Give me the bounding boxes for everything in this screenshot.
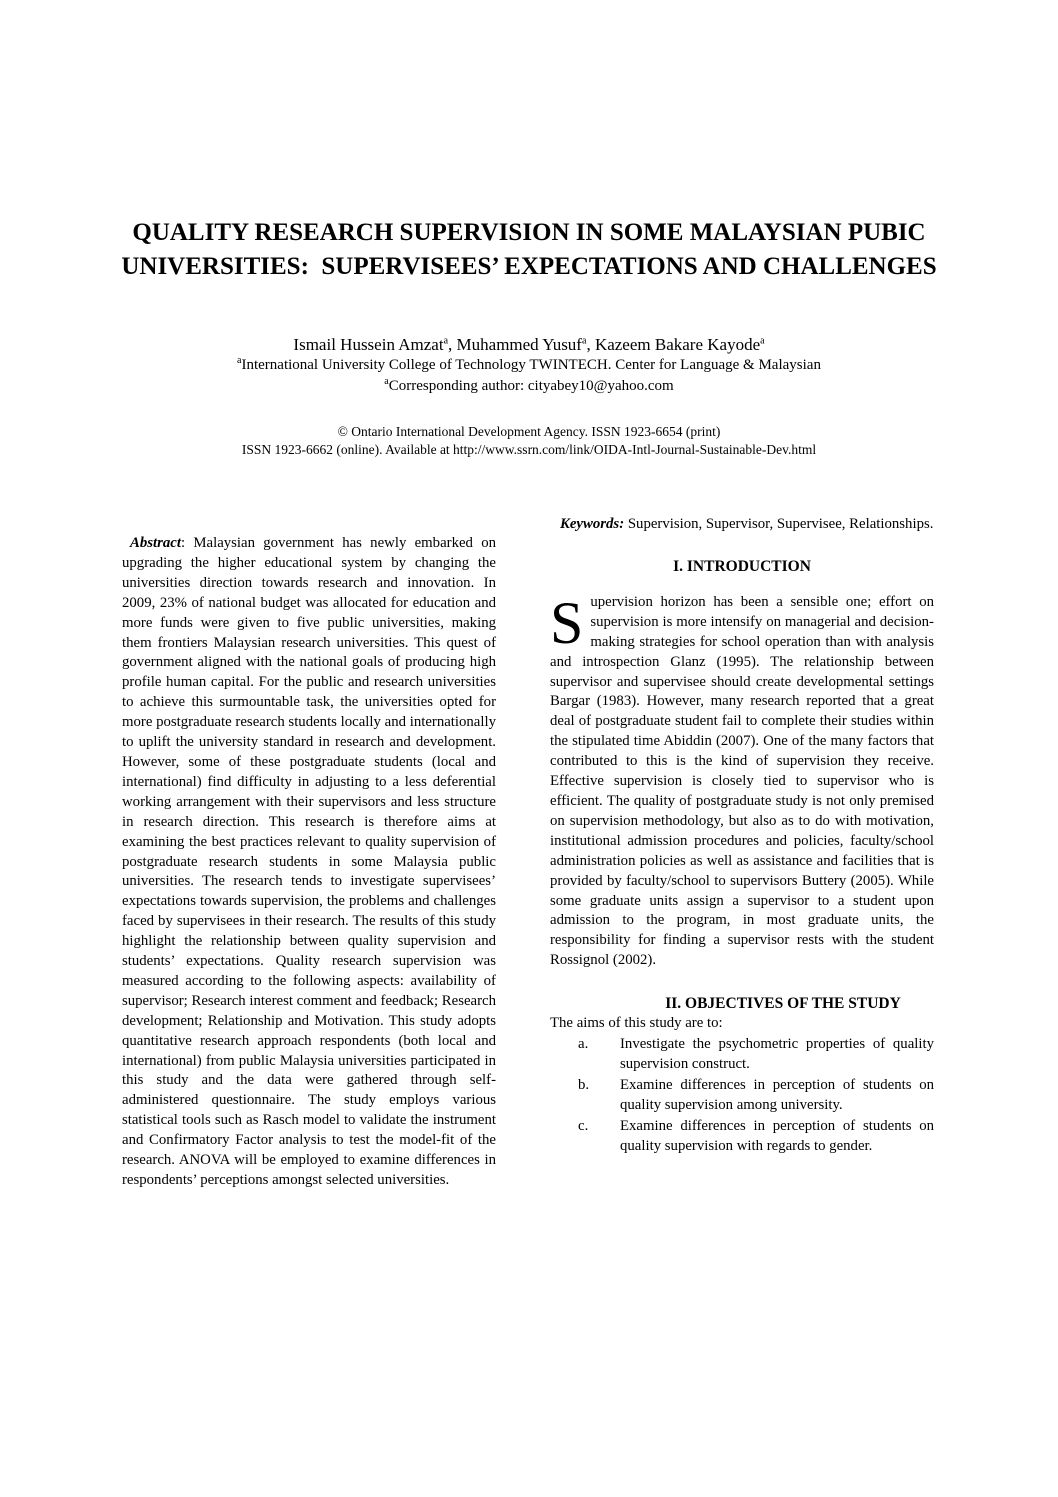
objective-item-a <box>550 1035 934 1075</box>
introduction-text: upervision horizon has been a sensible one; effort on supervision is more intensify on managerial and decision-making strategies for school operation than with analysis and introspection Glanz (1995). The relationship between supervisor and supervisee should create developmental settings Bargar (1983). However, many research reported that a great deal of postgraduate student fail to complete their studies within the stipulated time Abiddin (2007). One of the many factors that contributed to this is the kind of supervision they receive. Effective supervision is closely tied to supervisor who is efficient. The quality of postgraduate study is not only premised on supervision methodology, but also as to do with motivation, institutional admission procedures and policies, faculty/school administration policies as well as assistance and facilities that is provided by faculty/school to supervisors Buttery (2005). While some graduate units assign a supervisor to a student upon admission to the program, in most graduate units, the responsibility for finding a supervisor rests with the student Rossignol (2002). <box>550 593 934 969</box>
keywords-paragraph <box>550 515 934 535</box>
dropcap-letter: S <box>550 589 584 656</box>
abstract-text: : Malaysian government has newly embarked on upgrading the higher educational system by changing the universities direction towards research and innovation. In 2009, 23% of national budget was allocated for education and more funds were given to five public universities, making them frontiers Malaysian research universities. This quest of government aligned with the national goals of producing high profile human capital. For the public and research universities to achieve this surmountable task, the universities opted for more postgraduate research students locally and internationally to uplift the university standard in research and development. However, some of these postgraduate students (local and international) find difficulty in adjusting to a less deferential working arrangement with their supervisors and less structure in research direction. This research is therefore aims at examining the best practices relevant to quality supervision of postgraduate research students in some Malaysia public universities. The research tends to investigate supervisees’ expectations towards supervision, the problems and challenges faced by supervisees in their research. The results of this study highlight the relationship between quality supervision and students’ expectations. Quality research supervision was measured according to the following aspects: availability of supervisor; Research interest comment and feedback; Research development; Relationship and Motivation. This study adopts quantitative research approach respondents (both local and international) from public Malaysia universities participated in this study and the data were gathered through self-administered questionnaire. The study employs various statistical tools such as Rasch model to validate the instrument and Confirmatory Factor analysis to test the model-fit of the research. ANOVA will be employed to examine differences in respondents’ perceptions amongst selected universities. <box>122 535 496 1188</box>
introduction-paragraph <box>550 589 934 971</box>
affiliation-text: International University College of Technology TWINTECH. Center for Language & Malaysian <box>241 357 821 373</box>
author-separator: , <box>586 335 595 354</box>
objective-item-c <box>550 1117 934 1157</box>
issn-url-line: ISSN 1923-6662 (online). Available at http://www.ssrn.com/link/OIDA-Intl-Journal-Sustainable-Dev.html <box>241 442 817 457</box>
abstract-paragraph <box>122 534 496 1191</box>
objectives-heading: II. OBJECTIVES OF THE STUDY <box>665 995 901 1013</box>
right-column <box>550 515 934 1191</box>
author-name: Ismail Hussein Amzat <box>293 335 444 354</box>
author-affiliation-mark: a <box>443 335 449 347</box>
affiliation-mark: a <box>237 355 242 366</box>
corresponding-text: Corresponding author: cityabey10@yahoo.com <box>388 378 674 394</box>
paper-title-line1: QUALITY RESEARCH SUPERVISION IN SOME MALAYSIAN PUBIC <box>132 219 926 246</box>
publisher-block <box>0 423 1058 459</box>
objective-text: Examine differences in perception of students on quality supervision among university. <box>620 1076 934 1113</box>
objective-text: Investigate the psychometric properties of quality supervision construct. <box>620 1036 934 1072</box>
introduction-heading: I. INTRODUCTION <box>673 557 811 575</box>
corresponding-mark: a <box>384 376 389 387</box>
paper-title-line2: UNIVERSITIES: SUPERVISEES’ EXPECTATIONS AND CHALLENGES <box>121 253 937 280</box>
left-column <box>122 515 496 1191</box>
objectives-lead: The aims of this study are to: <box>550 1015 723 1032</box>
paper-title <box>109 216 949 284</box>
objective-marker: a. <box>578 1036 589 1053</box>
author-name: Kazeem Bakare Kayode <box>594 335 761 354</box>
copyright-issn-line: © Ontario International Development Agency. ISSN 1923-6654 (print) <box>337 424 721 439</box>
affiliation-line <box>0 355 1058 376</box>
corresponding-author-line <box>0 376 1058 397</box>
byline-block <box>0 334 1058 397</box>
authors-line <box>0 334 1058 355</box>
keywords-text: Supervision, Supervisor, Supervisee, Relationships. <box>627 516 934 532</box>
author-separator: , <box>448 335 457 354</box>
objective-item-b <box>550 1076 934 1116</box>
author-affiliation-mark: a <box>760 335 765 347</box>
two-column-body <box>122 515 934 1191</box>
objective-marker: b. <box>578 1076 590 1093</box>
objective-text: Examine differences in perception of students on quality supervision with regards to gender. <box>620 1117 934 1154</box>
objective-marker: c. <box>578 1117 589 1134</box>
abstract-label: Abstract <box>130 535 181 551</box>
keywords-label: Keywords: <box>560 516 625 532</box>
author-name: Muhammed Yusuf <box>456 335 582 354</box>
author-affiliation-mark: a <box>581 335 587 347</box>
